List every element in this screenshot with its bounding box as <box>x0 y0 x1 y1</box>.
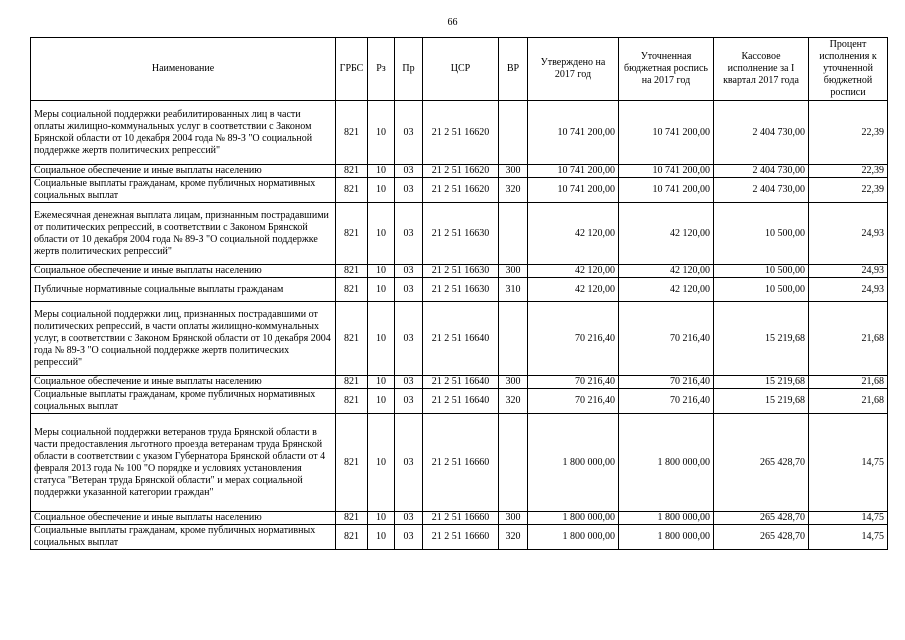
row-rz: 10 <box>368 302 395 376</box>
row-name: Социальное обеспечение и иные выплаты населению <box>31 165 336 178</box>
row-percent: 22,39 <box>809 165 888 178</box>
row-grbs: 821 <box>336 512 368 525</box>
row-revised: 10 741 200,00 <box>619 101 714 165</box>
row-vr: 320 <box>499 389 528 414</box>
table-row <box>31 203 888 265</box>
header-cash: Кассовое исполнение за I квартал 2017 года <box>714 38 809 101</box>
row-revised: 70 216,40 <box>619 376 714 389</box>
row-approved: 10 741 200,00 <box>528 165 619 178</box>
row-rz: 10 <box>368 178 395 203</box>
row-percent: 21,68 <box>809 302 888 376</box>
row-rz: 10 <box>368 389 395 414</box>
row-approved: 1 800 000,00 <box>528 525 619 550</box>
row-cash: 10 500,00 <box>714 278 809 302</box>
row-rz: 10 <box>368 265 395 278</box>
row-cash: 15 219,68 <box>714 376 809 389</box>
header-grbs: ГРБС <box>336 38 368 101</box>
row-cash: 2 404 730,00 <box>714 178 809 203</box>
row-csr: 21 2 51 16620 <box>423 101 499 165</box>
row-vr: 300 <box>499 265 528 278</box>
row-pr: 03 <box>395 525 423 550</box>
row-vr <box>499 302 528 376</box>
row-rz: 10 <box>368 376 395 389</box>
row-pr: 03 <box>395 203 423 265</box>
header-name: Наименование <box>31 38 336 101</box>
row-name: Публичные нормативные социальные выплаты гражданам <box>31 278 336 302</box>
page-number: 66 <box>447 17 458 28</box>
header-revised: Уточненная бюджетная роспись на 2017 год <box>619 38 714 101</box>
row-cash: 265 428,70 <box>714 525 809 550</box>
row-csr: 21 2 51 16620 <box>423 178 499 203</box>
row-approved: 1 800 000,00 <box>528 414 619 512</box>
row-pr: 03 <box>395 389 423 414</box>
row-csr: 21 2 51 16660 <box>423 414 499 512</box>
row-name: Социальное обеспечение и иные выплаты населению <box>31 512 336 525</box>
row-rz: 10 <box>368 278 395 302</box>
header-pr: Пр <box>395 38 423 101</box>
row-revised: 42 120,00 <box>619 203 714 265</box>
row-revised: 10 741 200,00 <box>619 178 714 203</box>
row-percent: 14,75 <box>809 525 888 550</box>
row-percent: 14,75 <box>809 414 888 512</box>
row-vr: 310 <box>499 278 528 302</box>
row-grbs: 821 <box>336 178 368 203</box>
row-csr: 21 2 51 16640 <box>423 376 499 389</box>
row-csr: 21 2 51 16640 <box>423 302 499 376</box>
row-vr: 320 <box>499 525 528 550</box>
row-pr: 03 <box>395 376 423 389</box>
row-name: Социальные выплаты гражданам, кроме публичных нормативных социальных выплат <box>31 389 336 414</box>
row-pr: 03 <box>395 178 423 203</box>
table-row <box>31 265 888 278</box>
row-vr: 300 <box>499 376 528 389</box>
row-percent: 24,93 <box>809 203 888 265</box>
row-rz: 10 <box>368 101 395 165</box>
row-csr: 21 2 51 16630 <box>423 278 499 302</box>
row-vr: 300 <box>499 512 528 525</box>
table-row <box>31 389 888 414</box>
row-approved: 10 741 200,00 <box>528 178 619 203</box>
row-csr: 21 2 51 16660 <box>423 525 499 550</box>
row-grbs: 821 <box>336 265 368 278</box>
row-approved: 70 216,40 <box>528 302 619 376</box>
row-vr <box>499 101 528 165</box>
table-row <box>31 376 888 389</box>
table-row <box>31 414 888 512</box>
row-pr: 03 <box>395 302 423 376</box>
header-row <box>31 38 888 101</box>
row-approved: 70 216,40 <box>528 376 619 389</box>
row-revised: 1 800 000,00 <box>619 512 714 525</box>
row-revised: 10 741 200,00 <box>619 165 714 178</box>
row-pr: 03 <box>395 265 423 278</box>
row-grbs: 821 <box>336 278 368 302</box>
row-grbs: 821 <box>336 165 368 178</box>
table-row <box>31 525 888 550</box>
row-cash: 2 404 730,00 <box>714 165 809 178</box>
row-cash: 265 428,70 <box>714 512 809 525</box>
row-csr: 21 2 51 16630 <box>423 203 499 265</box>
row-name: Социальное обеспечение и иные выплаты населению <box>31 376 336 389</box>
row-name: Ежемесячная денежная выплата лицам, признанным пострадавшими от политических репрессий, в соответствии с Законом Брянской области от 10 декабря 2004 года № 89-З "О социальной поддержке жертв политических репрессий" <box>31 203 336 265</box>
row-revised: 1 800 000,00 <box>619 525 714 550</box>
row-vr: 300 <box>499 165 528 178</box>
header-rz: Рз <box>368 38 395 101</box>
row-pr: 03 <box>395 165 423 178</box>
row-grbs: 821 <box>336 101 368 165</box>
row-percent: 22,39 <box>809 101 888 165</box>
row-rz: 10 <box>368 414 395 512</box>
row-csr: 21 2 51 16660 <box>423 512 499 525</box>
row-csr: 21 2 51 16630 <box>423 265 499 278</box>
row-csr: 21 2 51 16640 <box>423 389 499 414</box>
row-pr: 03 <box>395 278 423 302</box>
row-grbs: 821 <box>336 203 368 265</box>
row-percent: 21,68 <box>809 376 888 389</box>
row-vr <box>499 414 528 512</box>
header-percent: Процент исполнения к уточненной бюджетной росписи <box>809 38 888 101</box>
row-grbs: 821 <box>336 302 368 376</box>
table-row <box>31 178 888 203</box>
row-pr: 03 <box>395 512 423 525</box>
row-percent: 21,68 <box>809 389 888 414</box>
header-csr: ЦСР <box>423 38 499 101</box>
row-cash: 265 428,70 <box>714 414 809 512</box>
row-percent: 14,75 <box>809 512 888 525</box>
row-revised: 70 216,40 <box>619 302 714 376</box>
row-vr <box>499 203 528 265</box>
row-rz: 10 <box>368 165 395 178</box>
table-row <box>31 512 888 525</box>
row-rz: 10 <box>368 512 395 525</box>
row-percent: 22,39 <box>809 178 888 203</box>
row-percent: 24,93 <box>809 278 888 302</box>
table-row <box>31 302 888 376</box>
row-name: Социальное обеспечение и иные выплаты населению <box>31 265 336 278</box>
row-name: Меры социальной поддержки лиц, признанных пострадавшими от политических репрессий, в части оплаты жилищно-коммунальных услуг, в соответствии с Законом Брянской области от 10 декабря 2004 года № 89-З "О социальной поддержке жертв политических репрессий" <box>31 302 336 376</box>
row-revised: 42 120,00 <box>619 278 714 302</box>
row-percent: 24,93 <box>809 265 888 278</box>
table-row <box>31 101 888 165</box>
row-cash: 10 500,00 <box>714 265 809 278</box>
row-revised: 1 800 000,00 <box>619 414 714 512</box>
row-rz: 10 <box>368 525 395 550</box>
row-approved: 42 120,00 <box>528 278 619 302</box>
row-revised: 42 120,00 <box>619 265 714 278</box>
row-pr: 03 <box>395 101 423 165</box>
row-csr: 21 2 51 16620 <box>423 165 499 178</box>
row-approved: 1 800 000,00 <box>528 512 619 525</box>
row-grbs: 821 <box>336 376 368 389</box>
row-grbs: 821 <box>336 525 368 550</box>
row-cash: 15 219,68 <box>714 302 809 376</box>
row-grbs: 821 <box>336 414 368 512</box>
row-pr: 03 <box>395 414 423 512</box>
table-row <box>31 165 888 178</box>
row-approved: 42 120,00 <box>528 203 619 265</box>
row-cash: 10 500,00 <box>714 203 809 265</box>
row-name: Социальные выплаты гражданам, кроме публичных нормативных социальных выплат <box>31 525 336 550</box>
row-approved: 10 741 200,00 <box>528 101 619 165</box>
row-vr: 320 <box>499 178 528 203</box>
row-rz: 10 <box>368 203 395 265</box>
row-name: Меры социальной поддержки ветеранов труда Брянской области в части предоставления льготного проезда ветеранам труда Брянской области в соответствии с указом Губернатора Брянской области от 4 февраля 2013 года № 100 "О порядке и условиях установления статуса "Ветеран труда Брянской области" и мерах социальной поддержки указанной категории граждан" <box>31 414 336 512</box>
row-revised: 70 216,40 <box>619 389 714 414</box>
row-cash: 2 404 730,00 <box>714 101 809 165</box>
row-approved: 70 216,40 <box>528 389 619 414</box>
header-approved: Утверждено на 2017 год <box>528 38 619 101</box>
row-grbs: 821 <box>336 389 368 414</box>
table-row <box>31 278 888 302</box>
header-vr: ВР <box>499 38 528 101</box>
budget-table <box>30 37 888 550</box>
row-name: Меры социальной поддержки реабилитированных лиц в части оплаты жилищно-коммунальных услуг в соответствии с Законом Брянской области от 10 декабря 2004 года № 89-З "О социальной поддержке жертв политических репрессий" <box>31 101 336 165</box>
row-approved: 42 120,00 <box>528 265 619 278</box>
row-cash: 15 219,68 <box>714 389 809 414</box>
row-name: Социальные выплаты гражданам, кроме публичных нормативных социальных выплат <box>31 178 336 203</box>
